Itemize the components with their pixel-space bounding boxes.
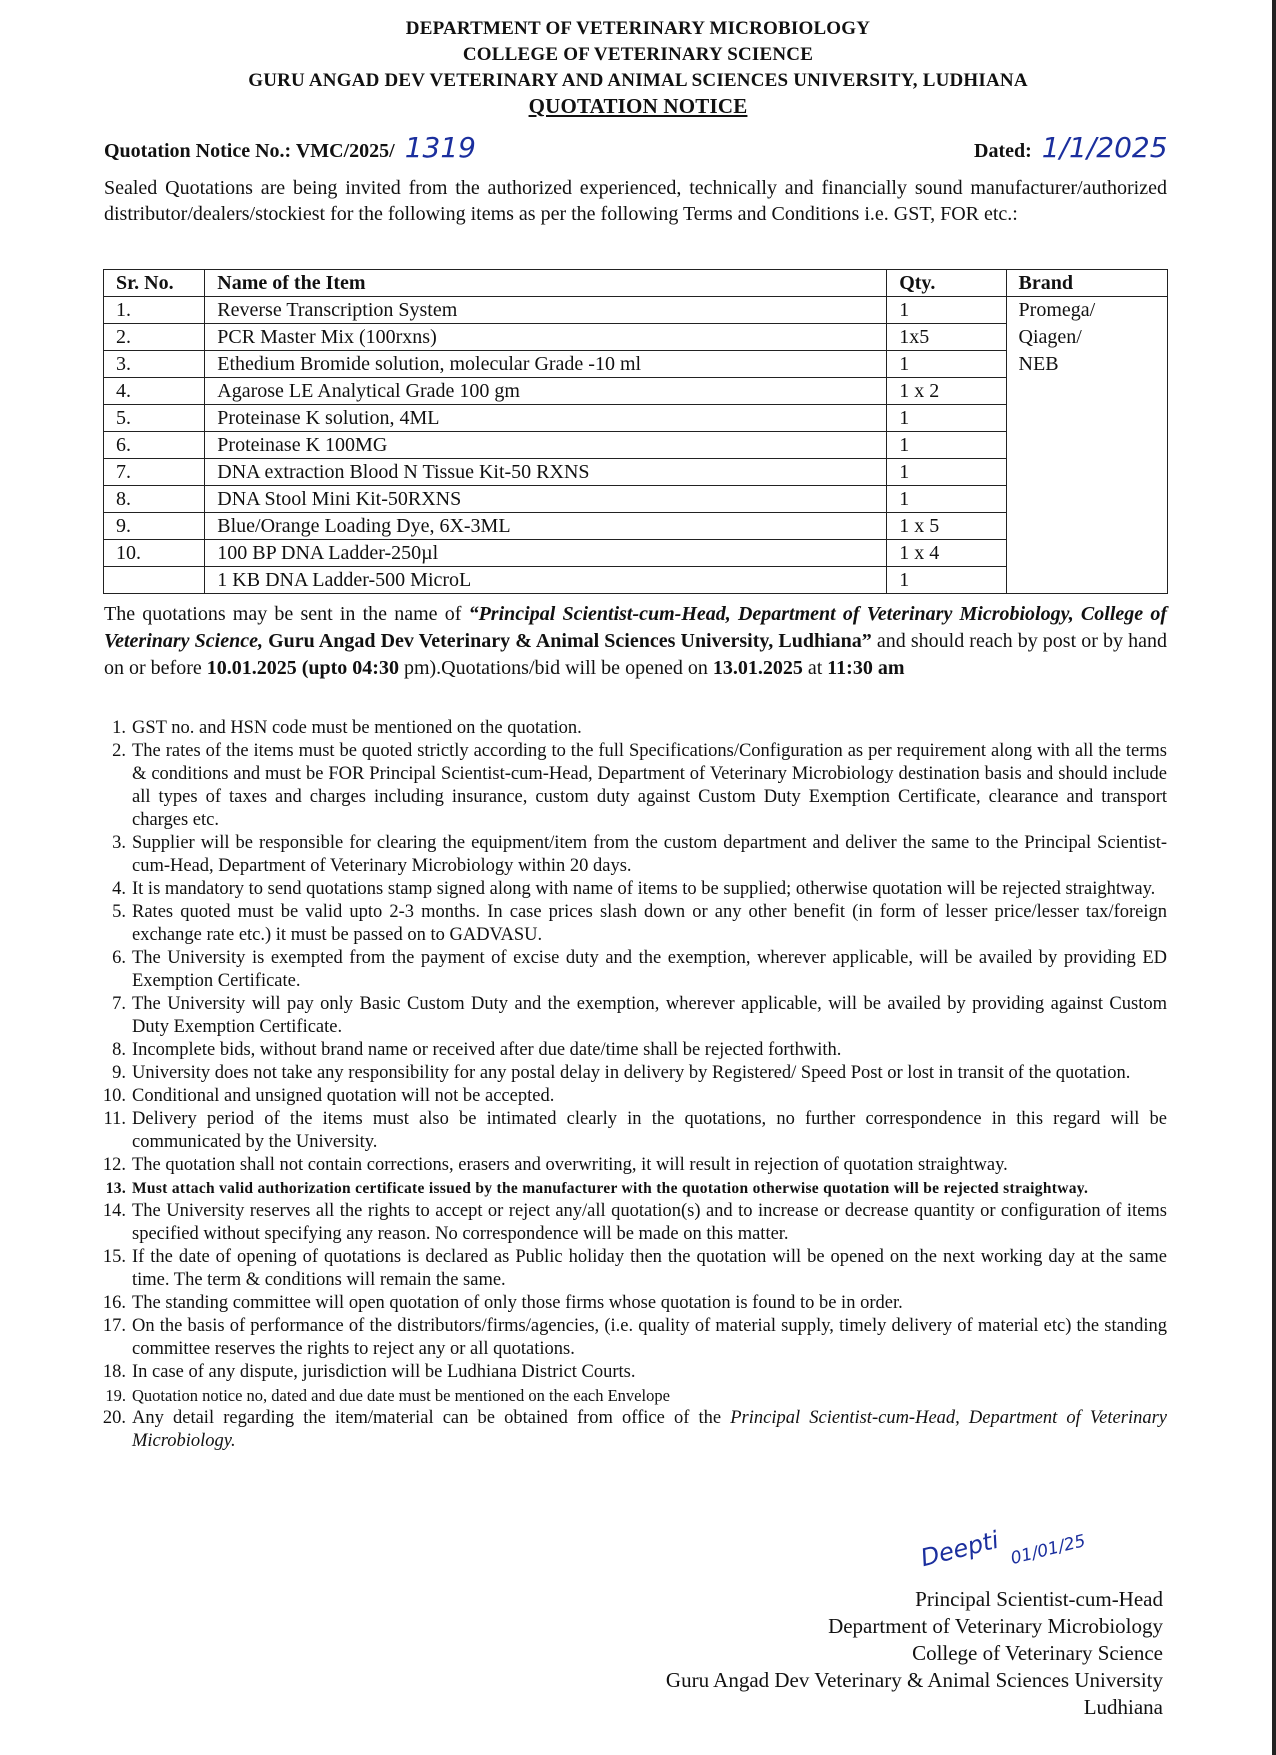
terms-list (80, 717, 1167, 1453)
signatory-college: College of Veterinary Science (912, 1641, 1163, 1665)
term-item (80, 1108, 1167, 1154)
cell-item: 100 BP DNA Ladder-250µl (205, 540, 887, 567)
submission-text-3: pm).Quotations/bid will be opened on (398, 657, 713, 679)
university-bold: Guru Angad Dev Veterinary & Animal Sciences University, Ludhiana” (262, 630, 872, 652)
term-item (80, 1200, 1167, 1246)
term-text: The standing committee will open quotation of only those firms whose quotation is found to be in order. (132, 1293, 903, 1313)
header-item-name: Name of the Item (205, 270, 887, 297)
term-item (80, 1085, 1167, 1108)
term-item (80, 1062, 1167, 1085)
college-heading: COLLEGE OF VETERINARY SCIENCE (462, 44, 814, 65)
term-item (80, 1154, 1167, 1177)
term-text-italic: Principal Scientist-cum-Head, Department of Veterinary Microbiology. (132, 1408, 1167, 1451)
signatory-university: Guru Angad Dev Veterinary & Animal Sciences University (665, 1668, 1163, 1692)
cell-sr (104, 567, 205, 594)
term-number: 7. (112, 994, 126, 1014)
addressee-italic: “Principal Scientist-cum-Head, Department of Veterinary Microbiology, College of Veterinary Science, (104, 603, 1167, 652)
submission-text-4: at (802, 657, 828, 679)
term-number: 17. (102, 1316, 126, 1336)
term-text: The rates of the items must be quoted strictly according to the full Specifications/Configuration as per requirement along with all the terms & conditions and must be FOR Principal Scientist-cum-Head, Department of Veterinary Microbiology destination basis and should include all types of taxes and charges including insurance, custom duty against Custom Duty Exemption Certificate, clearance and transport charges etc. (132, 741, 1167, 830)
cell-sr: 8. (104, 486, 205, 513)
cell-qty: 1 (887, 297, 1006, 324)
cell-sr: 3. (104, 351, 205, 378)
term-item (80, 1315, 1167, 1361)
term-number: 8. (112, 1040, 126, 1060)
cell-item: Proteinase K 100MG (205, 432, 887, 459)
due-date: 10.01.2025 (upto 04:30 (206, 657, 399, 679)
term-text: Conditional and unsigned quotation will not be accepted. (132, 1086, 555, 1106)
term-text: University does not take any responsibility for any postal delay in delivery by Registered/ Speed Post or lost in transit of the quotation. (132, 1063, 1131, 1083)
term-number: 16. (102, 1293, 126, 1313)
term-item (80, 993, 1167, 1039)
university-heading: GURU ANGAD DEV VETERINARY AND ANIMAL SCIENCES UNIVERSITY, LUDHIANA (248, 70, 1028, 91)
term-text: Any detail regarding the item/material can be obtained from office of the (132, 1408, 731, 1428)
term-item (80, 832, 1167, 878)
term-number: 10. (102, 1086, 126, 1106)
handwritten-date: 1/1/2025 (1041, 131, 1168, 164)
cell-sr: 5. (104, 405, 205, 432)
header-sr-no: Sr. No. (104, 270, 205, 297)
handwritten-number: 1319 (404, 131, 476, 164)
term-text: On the basis of performance of the distributors/firms/agencies, (i.e. quality of material supply, timely delivery of material etc) the standing committee reserves the rights to reject any or all quotations. (132, 1316, 1167, 1359)
dated-label: Dated: (974, 140, 1032, 162)
opening-time: 11:30 am (827, 657, 905, 679)
term-item (80, 1407, 1167, 1453)
cell-sr: 7. (104, 459, 205, 486)
header-brand: Brand (1006, 270, 1167, 297)
table-header-row (104, 270, 1168, 297)
term-number: 2. (112, 741, 126, 761)
cell-qty: 1 (887, 567, 1006, 594)
cell-item: Agarose LE Analytical Grade 100 gm (205, 378, 887, 405)
quotation-number (104, 131, 476, 164)
cell-qty: 1 (887, 459, 1006, 486)
term-number: 13. (105, 1180, 126, 1197)
cell-sr: 1. (104, 297, 205, 324)
term-text: The University reserves all the rights to accept or reject any/all quotation(s) and to increase or decrease quantity or configuration of items specified without specifying any reason. No correspondence will be made on this matter. (132, 1201, 1167, 1244)
term-number: 9. (112, 1063, 126, 1083)
term-number: 3. (112, 833, 126, 853)
term-item (80, 1246, 1167, 1292)
cell-qty: 1x5 (887, 324, 1006, 351)
cell-sr: 4. (104, 378, 205, 405)
term-item (80, 901, 1167, 947)
term-number: 20. (102, 1408, 126, 1428)
cell-qty: 1 x 4 (887, 540, 1006, 567)
handwritten-signature: Deepti (917, 1525, 1002, 1573)
term-text: In case of any dispute, jurisdiction will be Ludhiana District Courts. (132, 1362, 636, 1382)
term-number: 18. (102, 1362, 126, 1382)
signatory-block (666, 1586, 1163, 1721)
cell-qty: 1 x 2 (887, 378, 1006, 405)
handwritten-signature-date: 01/01/25 (1008, 1531, 1088, 1569)
term-number: 12. (102, 1155, 126, 1175)
cell-qty: 1 x 5 (887, 513, 1006, 540)
term-item (80, 1361, 1167, 1384)
term-number: 4. (112, 879, 126, 899)
term-text: Must attach valid authorization certificate issued by the manufacturer with the quotation otherwise quotation will be rejected straightway. (132, 1180, 1089, 1197)
cell-sr: 2. (104, 324, 205, 351)
term-item (80, 1039, 1167, 1062)
term-text: Delivery period of the items must also be intimated clearly in the quotations, no further correspondence in this regard will be communicated by the University. (132, 1109, 1167, 1152)
term-text: The quotation shall not contain corrections, erasers and overwriting, it will result in rejection of quotation straightway. (132, 1155, 1008, 1175)
brand-line: Qiagen/ (1018, 326, 1082, 348)
term-number: 19. (105, 1386, 126, 1405)
cell-item: DNA Stool Mini Kit-50RXNS (205, 486, 887, 513)
cell-item: Blue/Orange Loading Dye, 6X-3ML (205, 513, 887, 540)
submission-paragraph (104, 601, 1167, 682)
term-text: If the date of opening of quotations is declared as Public holiday then the quotation will be opened on the next working day at the same time. The term & conditions will remain the same. (132, 1247, 1167, 1290)
term-text: Incomplete bids, without brand name or received after due date/time shall be rejected forthwith. (132, 1040, 842, 1060)
scan-edge (1272, 0, 1276, 1755)
term-item (80, 740, 1167, 832)
signatory-title: Principal Scientist-cum-Head (915, 1587, 1163, 1611)
cell-item: PCR Master Mix (100rxns) (205, 324, 887, 351)
submission-text-2: and should reach by post or by hand on or before (104, 630, 1167, 679)
cell-qty: 1 (887, 405, 1006, 432)
cell-sr: 10. (104, 540, 205, 567)
table-row (104, 297, 1168, 324)
term-text: GST no. and HSN code must be mentioned on the quotation. (132, 718, 582, 738)
term-text: Quotation notice no, dated and due date must be mentioned on the each Envelope (132, 1386, 670, 1405)
cell-sr: 9. (104, 513, 205, 540)
quotation-number-label: Quotation Notice No.: VMC/2025/ (104, 140, 395, 162)
department-heading: DEPARTMENT OF VETERINARY MICROBIOLOGY (405, 18, 871, 39)
cell-item: Reverse Transcription System (205, 297, 887, 324)
intro-paragraph: Sealed Quotations are being invited from the authorized experienced, technically and financially sound manufacturer/authorized distributor/dealers/stockiest for the following items as per the following Terms and Conditions i.e. GST, FOR etc.: (104, 177, 1167, 225)
term-text: Rates quoted must be valid upto 2-3 months. In case prices slash down or any other benefit (in form of lesser price/lesser tax/foreign exchange rate etc.) it must be passed on to GADVASU. (132, 902, 1167, 945)
notice-title: QUOTATION NOTICE (528, 94, 748, 118)
term-item (80, 1292, 1167, 1315)
cell-item: 1 KB DNA Ladder-500 MicroL (205, 567, 887, 594)
cell-item: DNA extraction Blood N Tissue Kit-50 RXNS (205, 459, 887, 486)
term-number: 6. (112, 948, 126, 968)
term-number: 15. (102, 1247, 126, 1267)
cell-item: Ethedium Bromide solution, molecular Grade -10 ml (205, 351, 887, 378)
term-text: The University will pay only Basic Custom Duty and the exemption, wherever applicable, will be availed by providing against Custom Duty Exemption Certificate. (132, 994, 1167, 1037)
term-item (80, 1177, 1167, 1200)
cell-qty: 1 (887, 351, 1006, 378)
cell-sr: 6. (104, 432, 205, 459)
cell-qty: 1 (887, 432, 1006, 459)
cell-qty: 1 (887, 486, 1006, 513)
header-qty: Qty. (887, 270, 1006, 297)
items-table (103, 269, 1168, 594)
term-text: The University is exempted from the payment of excise duty and the exemption, wherever applicable, will be availed by providing ED Exemption Certificate. (132, 948, 1167, 991)
cell-item: Proteinase K solution, 4ML (205, 405, 887, 432)
term-text: Supplier will be responsible for clearing the equipment/item from the custom department and deliver the same to the Principal Scientist-cum-Head, Department of Veterinary Microbiology within 20 days. (132, 833, 1167, 876)
opening-date: 13.01.2025 (712, 657, 803, 679)
signatory-department: Department of Veterinary Microbiology (828, 1614, 1163, 1638)
submission-text-1: The quotations may be sent in the name of (104, 603, 469, 625)
brand-line: NEB (1018, 353, 1059, 375)
term-item (80, 878, 1167, 901)
term-item (80, 947, 1167, 993)
notice-date (974, 131, 1168, 164)
signatory-city: Ludhiana (1083, 1695, 1163, 1719)
term-number: 14. (102, 1201, 126, 1221)
term-number: 5. (112, 902, 126, 922)
term-item (80, 1384, 1167, 1407)
term-number: 11. (103, 1109, 126, 1129)
term-number: 1. (112, 718, 126, 738)
cell-brand (1006, 297, 1167, 594)
term-item (80, 717, 1167, 740)
brand-line: Promega/ (1018, 299, 1096, 321)
term-text: It is mandatory to send quotations stamp signed along with name of items to be supplied; otherwise quotation will be rejected straightway. (132, 879, 1156, 899)
